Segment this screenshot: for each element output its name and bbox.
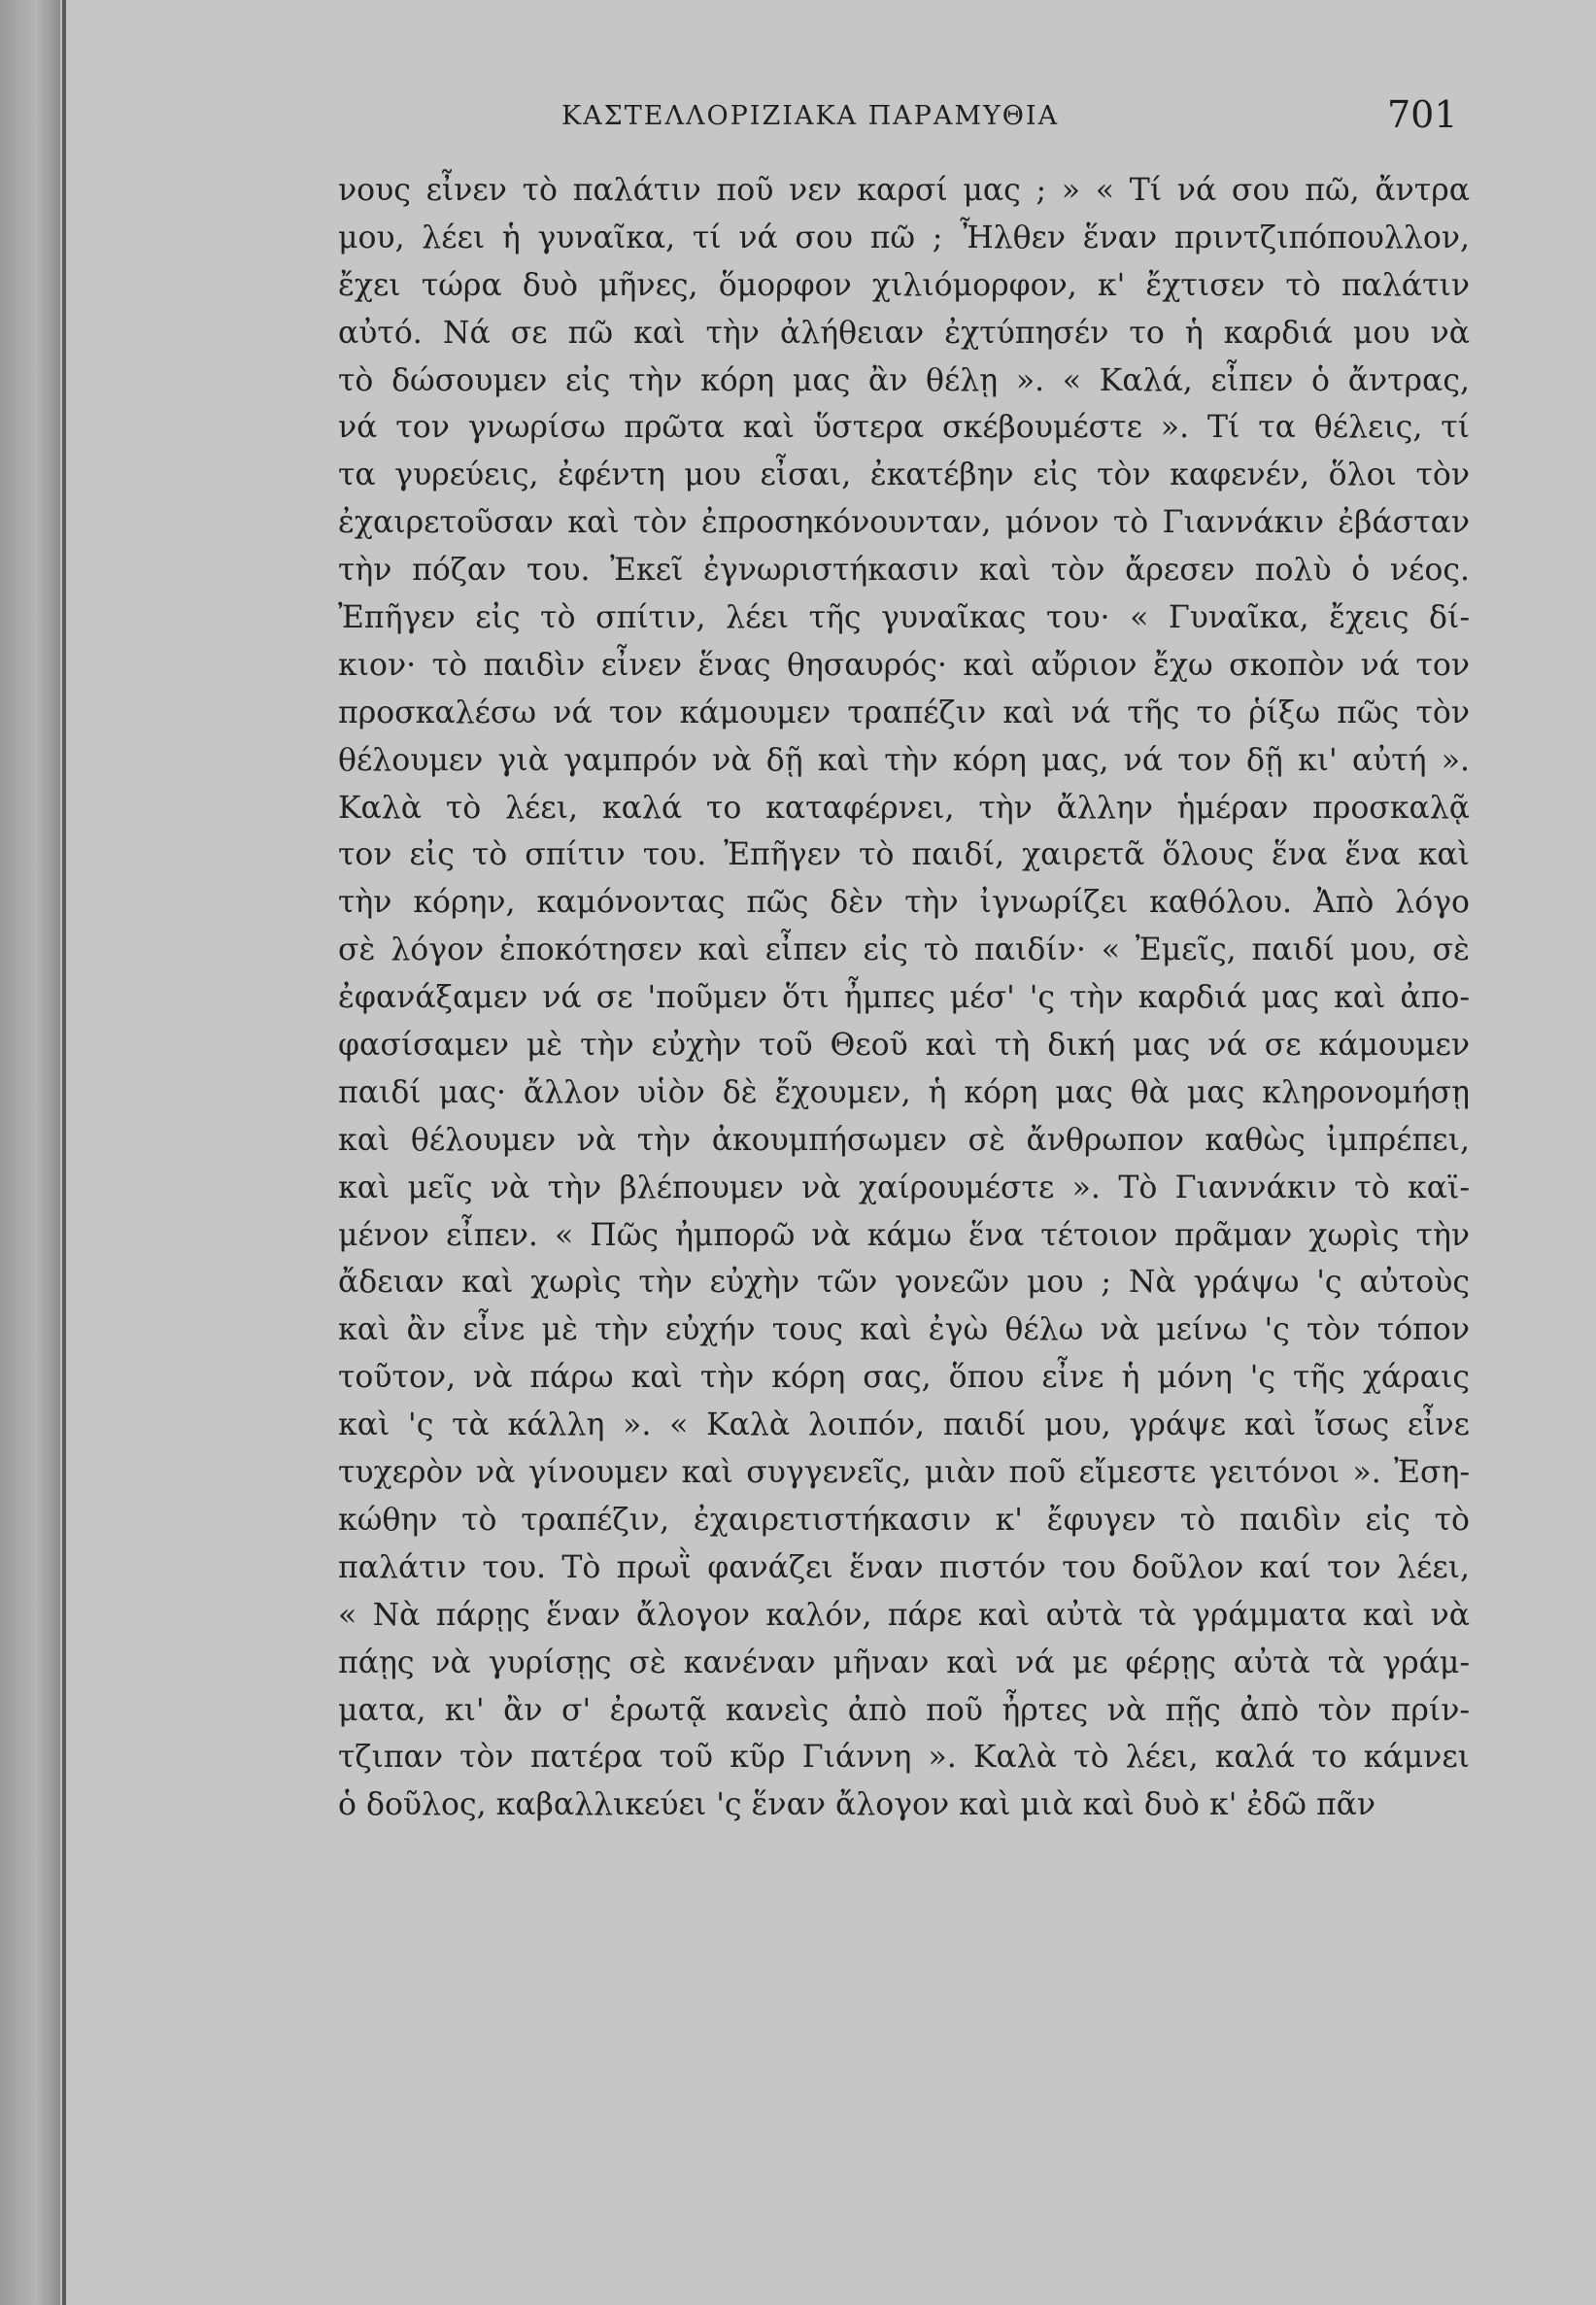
text-line: τον εἰς τὸ σπίτιν του. Ἐπῆγεν τὸ παιδί, χαιρετᾶ ὅλους ἕνα ἕνα καὶ xyxy=(338,837,1470,873)
text-line: φασίσαμεν μὲ τὴν εὐχὴν τοῦ Θεοῦ καὶ τὴ δική μας νά σε κάμουμεν xyxy=(338,1028,1470,1064)
text-line: προσκαλέσω νά τον κάμουμεν τραπέζιν καὶ νά τῆς το ῥίξω πῶς τὸν xyxy=(338,695,1470,730)
text-line: τὴν κόρην, καμόνοντας πῶς δὲν τὴν ἰγνωρίζει καθόλου. Ἀπὸ λόγο xyxy=(338,885,1470,921)
text-line: τυχερὸν νὰ γίνουμεν καὶ συγγενεῖς, μιὰν ποῦ εἴμεστε γειτόνοι ». Ἐση- xyxy=(338,1455,1470,1491)
running-title: ΚΑΣΤΕΛΛΟΡΙΖΙΑΚΑ ΠΑΡΑΜΥΘΙΑ xyxy=(561,101,1060,131)
text-line: ματα, κι' ἂν σ' ἐρωτᾷ κανεὶς ἀπὸ ποῦ ἦρτες νὰ πῇς ἀπὸ τὸν πρίν- xyxy=(338,1692,1470,1728)
text-line: παιδί μας· ἄλλον υἱὸν δὲ ἔχουμεν, ἡ κόρη μας θὰ μας κληρονομήσῃ xyxy=(338,1074,1470,1110)
text-line: θέλουμεν γιὰ γαμπρόν νὰ δῇ καὶ τὴν κόρη μας, νά τον δῇ κι' αὐτή ». xyxy=(338,742,1470,778)
text-line: τὴν πόζαν του. Ἐκεῖ ἐγνωριστήκασιν καὶ τὸν ἄρεσεν πολὺ ὁ νέος. xyxy=(338,553,1470,589)
text-line: νά τον γνωρίσω πρῶτα καὶ ὕστερα σκέβουμέστε ». Τί τα θέλεις, τί xyxy=(338,410,1470,446)
book-page xyxy=(66,0,1596,2305)
text-line: σὲ λόγον ἐποκότησεν καὶ εἶπεν εἰς τὸ παιδίν· « Ἐμεῖς, παιδί μου, σὲ xyxy=(338,932,1470,968)
text-line: μου, λέει ἡ γυναῖκα, τί νά σου πῶ ; Ἦλθεν ἕναν πριντζιπόπουλλον, xyxy=(338,220,1470,255)
text-line: πάῃς νὰ γυρίσῃς σὲ κανέναν μῆναν καὶ νά με φέρῃς αὐτὰ τὰ γράμ- xyxy=(338,1644,1470,1680)
text-line: τα γυρεύεις, ἐφέντη μου εἶσαι, ἐκατέβην εἰς τὸν καφενέν, ὅλοι τὸν xyxy=(338,458,1470,493)
text-line: ἄδειαν καὶ χωρὶς τὴν εὐχὴν τῶν γονεῶν μου ; Νὰ γράψω 'ς αὐτοὺς xyxy=(338,1265,1470,1301)
text-line: τοῦτον, νὰ πάρω καὶ τὴν κόρη σας, ὅπου εἶνε ἡ μόνη 'ς τῆς χάραις xyxy=(338,1360,1470,1396)
text-line: Καλὰ τὸ λέει, καλά το καταφέρνει, τὴν ἄλλην ἡμέραν προσκαλᾷ xyxy=(338,790,1470,826)
text-line: « Νὰ πάρῃς ἕναν ἄλογον καλόν, πάρε καὶ αὐτὰ τὰ γράμματα καὶ νὰ xyxy=(338,1597,1470,1633)
text-line: ἐχαιρετοῦσαν καὶ τὸν ἐπροσηκόνουνταν, μόνον τὸ Γιαννάκιν ἐβάσταν xyxy=(338,505,1470,541)
text-line: παλάτιν του. Τὸ πρωῒ φανάζει ἕναν πιστόν του δοῦλον καί τον λέει, xyxy=(338,1549,1470,1585)
text-line: νους εἶνεν τὸ παλάτιν ποῦ νεν καρσί μας ; » « Τί νά σου πῶ, ἄντρα xyxy=(338,173,1470,208)
text-line: αὐτό. Νά σε πῶ καὶ τὴν ἀλήθειαν ἐχτύπησέν το ἡ καρδιά μου νὰ xyxy=(338,315,1470,351)
text-line: ἐφανάξαμεν νά σε 'ποῦμεν ὅτι ἦμπες μέσ' 'ς τὴν καρδιά μας καὶ ἀπο- xyxy=(338,980,1470,1016)
text-line: κώθην τὸ τραπέζιν, ἐχαιρετιστήκασιν κ' ἔφυγεν τὸ παιδὶν εἰς τὸ xyxy=(338,1502,1470,1538)
text-line: καὶ 'ς τὰ κάλλη ». « Καλὰ λοιπόν, παιδί μου, γράψε καὶ ἴσως εἶνε xyxy=(338,1407,1470,1443)
body-text xyxy=(338,167,1470,1829)
text-line: ἔχει τώρα δυὸ μῆνες, ὅμορφον χιλιόμορφον, κ' ἔχτισεν τὸ παλάτιν xyxy=(338,267,1470,303)
page-number: 701 xyxy=(1387,93,1458,136)
text-line: καὶ μεῖς νὰ τὴν βλέπουμεν νὰ χαίρουμέστε ». Τὸ Γιαννάκιν τὸ καϊ- xyxy=(338,1169,1470,1205)
text-line: μένον εἶπεν. « Πῶς ἠμπορῶ νὰ κάμω ἕνα τέτοιον πρᾶμαν χωρὶς τὴν xyxy=(338,1217,1470,1253)
text-line: καὶ θέλουμεν νὰ τὴν ἀκουμπήσωμεν σὲ ἄνθρωπον καθὼς ἰμπρέπει, xyxy=(338,1122,1470,1158)
text-line: ὁ δοῦλος, καβαλλικεύει 'ς ἕναν ἄλογον καὶ μιὰ καὶ δυὸ κ' ἐδῶ πᾶν xyxy=(338,1787,1376,1823)
text-line: καὶ ἂν εἶνε μὲ τὴν εὐχήν τους καὶ ἐγὼ θέλω νὰ μείνω 'ς τὸν τόπον xyxy=(338,1312,1470,1348)
text-line: τὸ δώσουμεν εἰς τὴν κόρη μας ἂν θέλῃ ». « Καλά, εἶπεν ὁ ἄντρας, xyxy=(338,362,1470,398)
text-line: Ἐπῆγεν εἰς τὸ σπίτιν, λέει τῆς γυναῖκας του· « Γυναῖκα, ἔχεις δί- xyxy=(338,600,1470,636)
text-line: τζιπαν τὸν πατέρα τοῦ κῦρ Γιάννη ». Καλὰ τὸ λέει, καλά το κάμνει xyxy=(338,1740,1470,1776)
text-line: κιον· τὸ παιδὶν εἶνεν ἕνας θησαυρός· καὶ αὔριον ἔχω σκοπὸν νά τον xyxy=(338,647,1470,683)
binding-gutter xyxy=(0,0,60,2305)
